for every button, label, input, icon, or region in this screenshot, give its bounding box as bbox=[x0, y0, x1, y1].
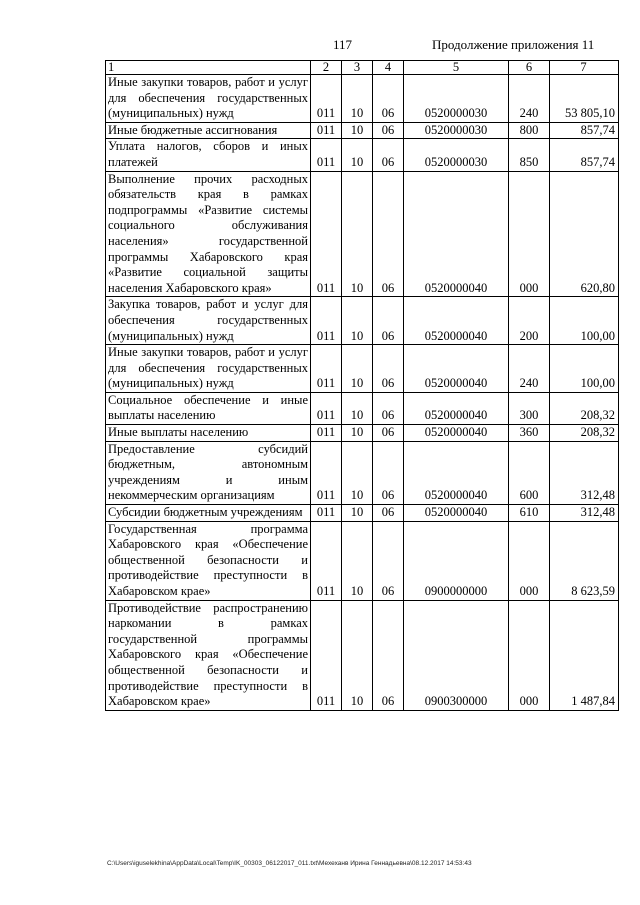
section-code-cell: 10 bbox=[342, 297, 373, 345]
amount-cell: 208,32 bbox=[550, 392, 619, 424]
expense-type-cell: 000 bbox=[509, 521, 550, 600]
section-code-cell: 10 bbox=[342, 505, 373, 522]
target-item-cell: 0900300000 bbox=[404, 600, 509, 710]
expense-type-cell: 000 bbox=[509, 171, 550, 297]
column-header: 2 bbox=[311, 61, 342, 75]
expense-type-cell: 610 bbox=[509, 505, 550, 522]
expense-type-cell: 240 bbox=[509, 75, 550, 123]
row-name-cell: Уплата налогов, сборов и иных платежей bbox=[106, 139, 311, 171]
column-header: 7 bbox=[550, 61, 619, 75]
table-row bbox=[106, 75, 619, 123]
section-code-cell: 10 bbox=[342, 122, 373, 139]
row-name-cell: Иные бюджетные ассигнования bbox=[106, 122, 311, 139]
ministry-code-cell: 011 bbox=[311, 392, 342, 424]
ministry-code-cell: 011 bbox=[311, 345, 342, 393]
table-header-row bbox=[106, 61, 619, 75]
ministry-code-cell: 011 bbox=[311, 75, 342, 123]
target-item-cell: 0520000040 bbox=[404, 297, 509, 345]
table-row bbox=[106, 139, 619, 171]
ministry-code-cell: 011 bbox=[311, 521, 342, 600]
expense-type-cell: 240 bbox=[509, 345, 550, 393]
subsection-code-cell: 06 bbox=[373, 122, 404, 139]
subsection-code-cell: 06 bbox=[373, 171, 404, 297]
amount-cell: 53 805,10 bbox=[550, 75, 619, 123]
target-item-cell: 0520000040 bbox=[404, 441, 509, 504]
table-row bbox=[106, 600, 619, 710]
expense-type-cell: 800 bbox=[509, 122, 550, 139]
row-name-cell: Противодействие распространению наркомании в рамках государственной программы Хабаровского края «Обеспечение общественной безопасности и противодействие преступности в Хабаровском крае» bbox=[106, 600, 311, 710]
row-name-cell: Закупка товаров, работ и услуг для обеспечения государственных (муниципальных) нужд bbox=[106, 297, 311, 345]
subsection-code-cell: 06 bbox=[373, 139, 404, 171]
ministry-code-cell: 011 bbox=[311, 441, 342, 504]
table-row bbox=[106, 392, 619, 424]
subsection-code-cell: 06 bbox=[373, 600, 404, 710]
section-code-cell: 10 bbox=[342, 171, 373, 297]
expense-type-cell: 360 bbox=[509, 425, 550, 442]
table-row bbox=[106, 425, 619, 442]
subsection-code-cell: 06 bbox=[373, 75, 404, 123]
amount-cell: 857,74 bbox=[550, 139, 619, 171]
table-row bbox=[106, 505, 619, 522]
row-name-cell: Иные закупки товаров, работ и услуг для обеспечения государственных (муниципальных) нужд bbox=[106, 75, 311, 123]
section-code-cell: 10 bbox=[342, 345, 373, 393]
page-number: 117 bbox=[333, 37, 353, 52]
amount-cell: 857,74 bbox=[550, 122, 619, 139]
amount-cell: 620,80 bbox=[550, 171, 619, 297]
row-name-cell: Выполнение прочих расходных обязательств края в рамках подпрограммы «Развитие системы социального обслуживания населения» государственной программы Хабаровского края «Развитие социальной защиты населения Хабаровского края» bbox=[106, 171, 311, 297]
column-header: 5 bbox=[404, 61, 509, 75]
table-row bbox=[106, 122, 619, 139]
row-name-cell: Государственная программа Хабаровского края «Обеспечение общественной безопасности и противодействие преступности в Хабаровском крае» bbox=[106, 521, 311, 600]
target-item-cell: 0520000040 bbox=[404, 425, 509, 442]
section-code-cell: 10 bbox=[342, 75, 373, 123]
subsection-code-cell: 06 bbox=[373, 425, 404, 442]
section-code-cell: 10 bbox=[342, 425, 373, 442]
ministry-code-cell: 011 bbox=[311, 505, 342, 522]
budget-table bbox=[105, 60, 619, 711]
amount-cell: 1 487,84 bbox=[550, 600, 619, 710]
amount-cell: 312,48 bbox=[550, 505, 619, 522]
column-header: 3 bbox=[342, 61, 373, 75]
subsection-code-cell: 06 bbox=[373, 345, 404, 393]
row-name-cell: Предоставление субсидий бюджетным, автономным учреждениям и иным некоммерческим организациям bbox=[106, 441, 311, 504]
ministry-code-cell: 011 bbox=[311, 139, 342, 171]
column-header: 1 bbox=[106, 61, 311, 75]
ministry-code-cell: 011 bbox=[311, 171, 342, 297]
target-item-cell: 0520000040 bbox=[404, 505, 509, 522]
subsection-code-cell: 06 bbox=[373, 441, 404, 504]
continuation-title: Продолжение приложения 11 bbox=[432, 37, 595, 52]
amount-cell: 208,32 bbox=[550, 425, 619, 442]
section-code-cell: 10 bbox=[342, 392, 373, 424]
ministry-code-cell: 011 bbox=[311, 122, 342, 139]
section-code-cell: 10 bbox=[342, 600, 373, 710]
amount-cell: 8 623,59 bbox=[550, 521, 619, 600]
section-code-cell: 10 bbox=[342, 139, 373, 171]
expense-type-cell: 850 bbox=[509, 139, 550, 171]
table-body bbox=[106, 75, 619, 711]
subsection-code-cell: 06 bbox=[373, 392, 404, 424]
row-name-cell: Субсидии бюджетным учреждениям bbox=[106, 505, 311, 522]
amount-cell: 100,00 bbox=[550, 297, 619, 345]
subsection-code-cell: 06 bbox=[373, 505, 404, 522]
amount-cell: 312,48 bbox=[550, 441, 619, 504]
expense-type-cell: 000 bbox=[509, 600, 550, 710]
section-code-cell: 10 bbox=[342, 521, 373, 600]
target-item-cell: 0520000030 bbox=[404, 75, 509, 123]
target-item-cell: 0520000030 bbox=[404, 122, 509, 139]
row-name-cell: Иные выплаты населению bbox=[106, 425, 311, 442]
file-path-footer: C:\Users\iguselekhina\AppData\Local\Temp\IK_00303_06122017_011.txt\Мехеханв Ирина Геннадьевна\08.12.2017 14:53:43 bbox=[107, 860, 472, 867]
ministry-code-cell: 011 bbox=[311, 425, 342, 442]
row-name-cell: Иные закупки товаров, работ и услуг для обеспечения государственных (муниципальных) нужд bbox=[106, 345, 311, 393]
expense-type-cell: 600 bbox=[509, 441, 550, 504]
target-item-cell: 0520000040 bbox=[404, 345, 509, 393]
target-item-cell: 0900000000 bbox=[404, 521, 509, 600]
expense-type-cell: 200 bbox=[509, 297, 550, 345]
row-name-cell: Социальное обеспечение и иные выплаты населению bbox=[106, 392, 311, 424]
amount-cell: 100,00 bbox=[550, 345, 619, 393]
table-row bbox=[106, 297, 619, 345]
expense-type-cell: 300 bbox=[509, 392, 550, 424]
ministry-code-cell: 011 bbox=[311, 297, 342, 345]
table-row bbox=[106, 171, 619, 297]
subsection-code-cell: 06 bbox=[373, 521, 404, 600]
target-item-cell: 0520000040 bbox=[404, 171, 509, 297]
subsection-code-cell: 06 bbox=[373, 297, 404, 345]
ministry-code-cell: 011 bbox=[311, 600, 342, 710]
target-item-cell: 0520000030 bbox=[404, 139, 509, 171]
table-row bbox=[106, 345, 619, 393]
target-item-cell: 0520000040 bbox=[404, 392, 509, 424]
table-row bbox=[106, 441, 619, 504]
table-row bbox=[106, 521, 619, 600]
column-header: 4 bbox=[373, 61, 404, 75]
section-code-cell: 10 bbox=[342, 441, 373, 504]
column-header: 6 bbox=[509, 61, 550, 75]
